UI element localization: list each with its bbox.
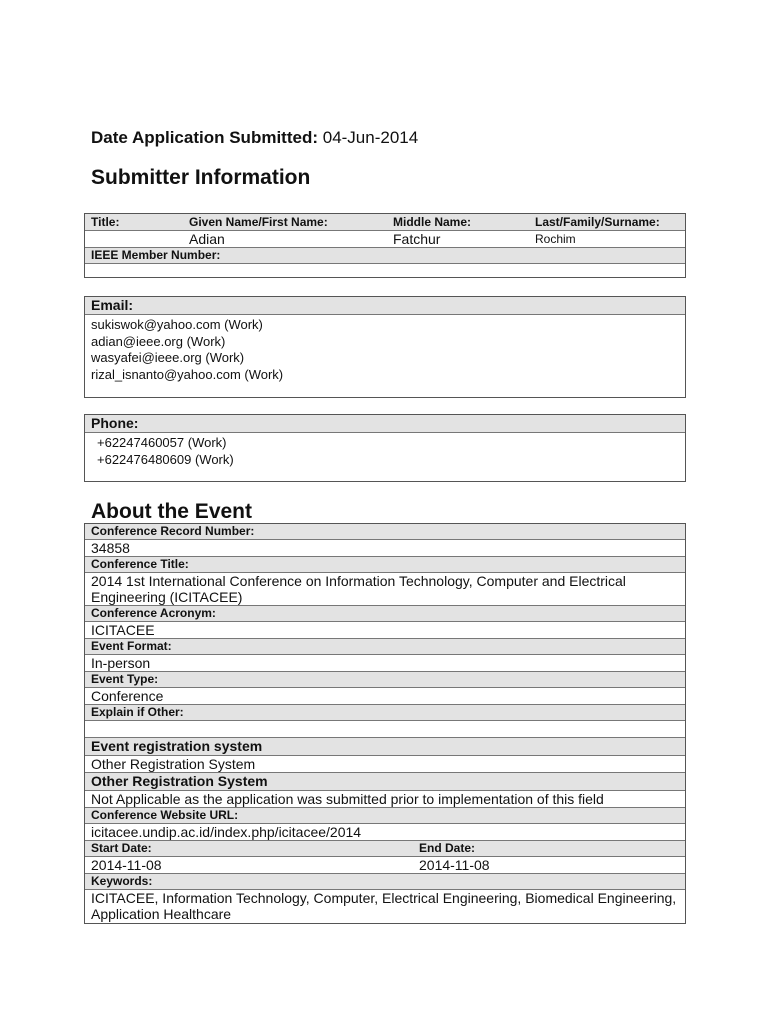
submitter-name-table [84, 213, 686, 278]
given-name-label: Given Name/First Name: [189, 215, 328, 229]
event-format-label: Event Format: [85, 639, 685, 655]
explain-other-value [85, 721, 685, 738]
registration-system-label: Event registration system [85, 738, 685, 756]
email-item: adian@ieee.org (Work) [91, 333, 226, 349]
last-name-value: Rochim [535, 232, 576, 246]
record-number-label: Conference Record Number: [85, 524, 685, 540]
ieee-member-label: IEEE Member Number: [85, 248, 685, 264]
title-label: Title: [91, 215, 120, 229]
conference-title-value: 2014 1st International Conference on Information Technology, Computer and Electrical Engineering (ICITACEE) [85, 573, 685, 606]
acronym-label: Conference Acronym: [85, 606, 685, 622]
given-name-value: Adian [189, 231, 225, 247]
middle-name-label: Middle Name: [393, 215, 472, 229]
phone-label: Phone: [85, 415, 685, 433]
acronym-value: ICITACEE [85, 622, 685, 639]
start-date-label: Start Date: [91, 841, 152, 855]
event-table [84, 523, 686, 924]
record-number-value: 34858 [85, 540, 685, 557]
email-list [85, 315, 685, 383]
other-registration-label: Other Registration System [85, 773, 685, 791]
end-date-value: 2014-11-08 [419, 857, 490, 873]
phone-box [84, 414, 686, 482]
keywords-label: Keywords: [85, 874, 685, 890]
title-value [85, 231, 187, 247]
last-name-label: Last/Family/Surname: [535, 215, 660, 229]
website-url-label: Conference Website URL: [85, 808, 685, 824]
email-item: wasyafei@ieee.org (Work) [91, 350, 245, 365]
event-type-value: Conference [85, 688, 685, 705]
registration-system-value: Other Registration System [85, 756, 685, 773]
phone-item: +622476480609 (Work) [97, 451, 234, 467]
event-format-value: In-person [85, 655, 685, 672]
conference-title-label: Conference Title: [85, 557, 685, 573]
date-submitted-value: 04-Jun-2014 [322, 128, 419, 147]
website-url-value: icitacee.undip.ac.id/index.php/icitacee/2014 [85, 824, 685, 841]
ieee-member-value [85, 264, 685, 280]
start-date-value: 2014-11-08 [91, 857, 162, 873]
explain-other-label: Explain if Other: [85, 705, 685, 721]
date-submitted-line [91, 128, 418, 148]
event-type-label: Event Type: [85, 672, 685, 688]
email-item: sukiswok@yahoo.com (Work) [91, 317, 263, 332]
keywords-value: ICITACEE, Information Technology, Computer, Electrical Engineering, Biomedical Engineering, Application Healthcare [91, 890, 677, 922]
submitter-heading: Submitter Information [91, 166, 311, 189]
phone-list [85, 433, 685, 468]
phone-item: +62247460057 (Work) [97, 435, 227, 450]
event-heading: About the Event [91, 500, 252, 523]
email-label: Email: [85, 297, 685, 315]
email-box [84, 296, 686, 398]
date-submitted-label: Date Application Submitted: [91, 128, 318, 147]
email-item: rizal_isnanto@yahoo.com (Work) [91, 366, 284, 382]
other-registration-value: Not Applicable as the application was submitted prior to implementation of this field [85, 791, 685, 808]
end-date-label: End Date: [419, 841, 476, 855]
middle-name-value: Fatchur [393, 231, 441, 247]
